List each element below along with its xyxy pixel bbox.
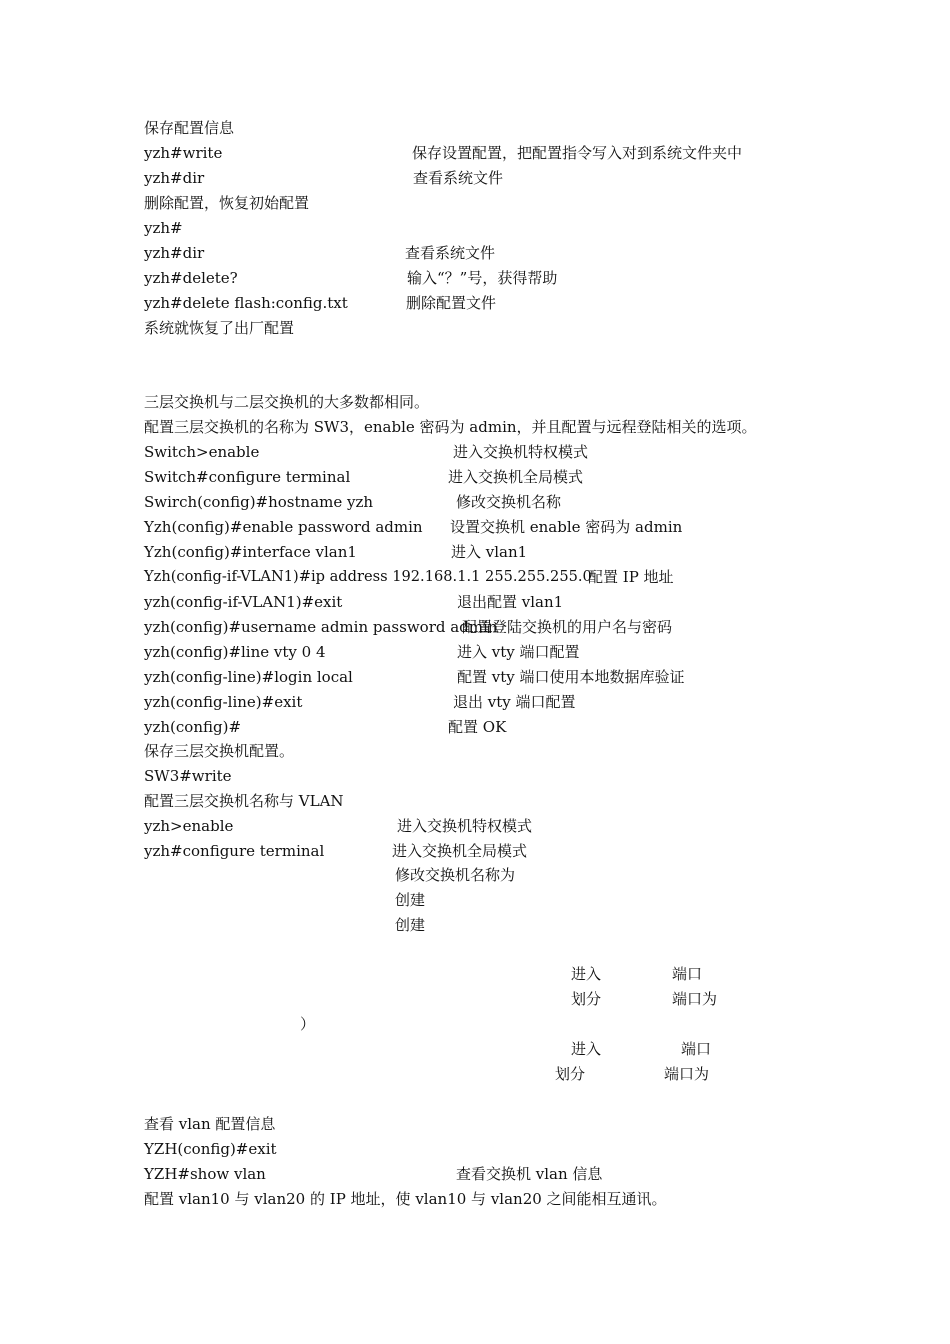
command-note: 查看系统文件: [405, 244, 496, 262]
command-text: yzh(config)#line vty 0 4: [144, 643, 326, 661]
command-text: yzh#write: [144, 144, 223, 162]
command-note: 进入交换机全局模式: [392, 842, 528, 860]
command-note: 修改交换机名称: [456, 493, 562, 511]
save-heading: 保存配置信息: [144, 119, 235, 137]
command-text: yzh(config-if-VLAN1)#exit: [144, 593, 343, 611]
command-note: 创建: [395, 891, 426, 909]
l3-intro-text: 三层交换机与二层交换机的大多数都相同。: [144, 393, 430, 411]
command-note: 进入交换机特权模式: [453, 443, 589, 461]
command-text: yzh(config-line)#exit: [144, 693, 303, 711]
command-text: yzh#configure terminal: [144, 842, 325, 860]
paren-mark: ）: [300, 1015, 316, 1033]
command-note: 创建: [395, 916, 426, 934]
command-note: 修改交换机名称为: [395, 866, 516, 884]
command-text: yzh(config)#: [144, 718, 242, 736]
command-note: 配置登陆交换机的用户名与密码: [462, 618, 673, 636]
delete-heading: 删除配置，恢复初始配置: [144, 194, 310, 212]
command-text: YZH#show vlan: [144, 1165, 266, 1183]
command-note: 保存设置配置，把配置指令写入对到系统文件夹中: [412, 144, 743, 162]
command-note: 配置 vty 端口使用本地数据库验证: [457, 668, 685, 686]
command-note: 端口为: [664, 1065, 710, 1083]
command-note: 退出配置 vlan1: [457, 593, 564, 611]
command-note: 配置 OK: [448, 718, 507, 736]
command-note: 划分: [555, 1065, 586, 1083]
command-text: yzh#dir: [144, 169, 205, 187]
command-note: 划分: [571, 990, 602, 1008]
command-text: yzh(config)#username admin password admin: [144, 618, 498, 636]
command-text: Swirch(config)#hostname yzh: [144, 493, 374, 511]
command-text: SW3#write: [144, 767, 232, 785]
command-note: 输入“？”号，获得帮助: [407, 269, 558, 287]
command-note: 端口: [672, 965, 703, 983]
command-note: 端口: [681, 1040, 712, 1058]
command-note: 退出 vty 端口配置: [453, 693, 576, 711]
command-text: Yzh(config-if-VLAN1)#ip address 192.168.1.1 255.255.255.0: [144, 568, 592, 585]
command-text: yzh#: [144, 219, 183, 237]
command-note: 进入: [571, 965, 602, 983]
command-text: yzh#delete flash:config.txt: [144, 294, 348, 312]
command-text: Switch>enable: [144, 443, 260, 461]
command-text: yzh>enable: [144, 817, 234, 835]
command-text: Yzh(config)#enable password admin: [144, 518, 423, 536]
command-text: yzh#dir: [144, 244, 205, 262]
command-note: 配置 IP 地址: [588, 568, 674, 586]
command-text: Yzh(config)#interface vlan1: [144, 543, 357, 561]
command-note: 进入交换机特权模式: [397, 817, 533, 835]
command-note: 端口为: [672, 990, 718, 1008]
command-note: 查看系统文件: [413, 169, 504, 187]
command-text: Switch#configure terminal: [144, 468, 351, 486]
show-heading: 查看 vlan 配置信息: [144, 1115, 276, 1133]
delete-footer: 系统就恢复了出厂配置: [144, 319, 295, 337]
command-note: 进入 vlan1: [451, 543, 528, 561]
command-text: yzh(config-line)#login local: [144, 668, 353, 686]
command-note: 进入交换机全局模式: [448, 468, 584, 486]
command-text: yzh#delete?: [144, 269, 238, 287]
command-text: YZH(config)#exit: [144, 1140, 277, 1158]
save-l3-heading: 保存三层交换机配置。: [144, 742, 295, 760]
command-note: 查看交换机 vlan 信息: [456, 1165, 603, 1183]
command-note: 进入 vty 端口配置: [457, 643, 580, 661]
command-note: 删除配置文件: [406, 294, 497, 312]
command-note: 设置交换机 enable 密码为 admin: [450, 518, 683, 536]
vlan-heading: 配置三层交换机名称与 VLAN: [144, 792, 344, 810]
show-footer: 配置 vlan10 与 vlan20 的 IP 地址，使 vlan10 与 vlan20 之间能相互通讯。: [144, 1190, 667, 1208]
command-note: 进入: [571, 1040, 602, 1058]
l3-intro-text: 配置三层交换机的名称为 SW3，enable 密码为 admin，并且配置与远程登陆相关的选项。: [144, 418, 757, 436]
